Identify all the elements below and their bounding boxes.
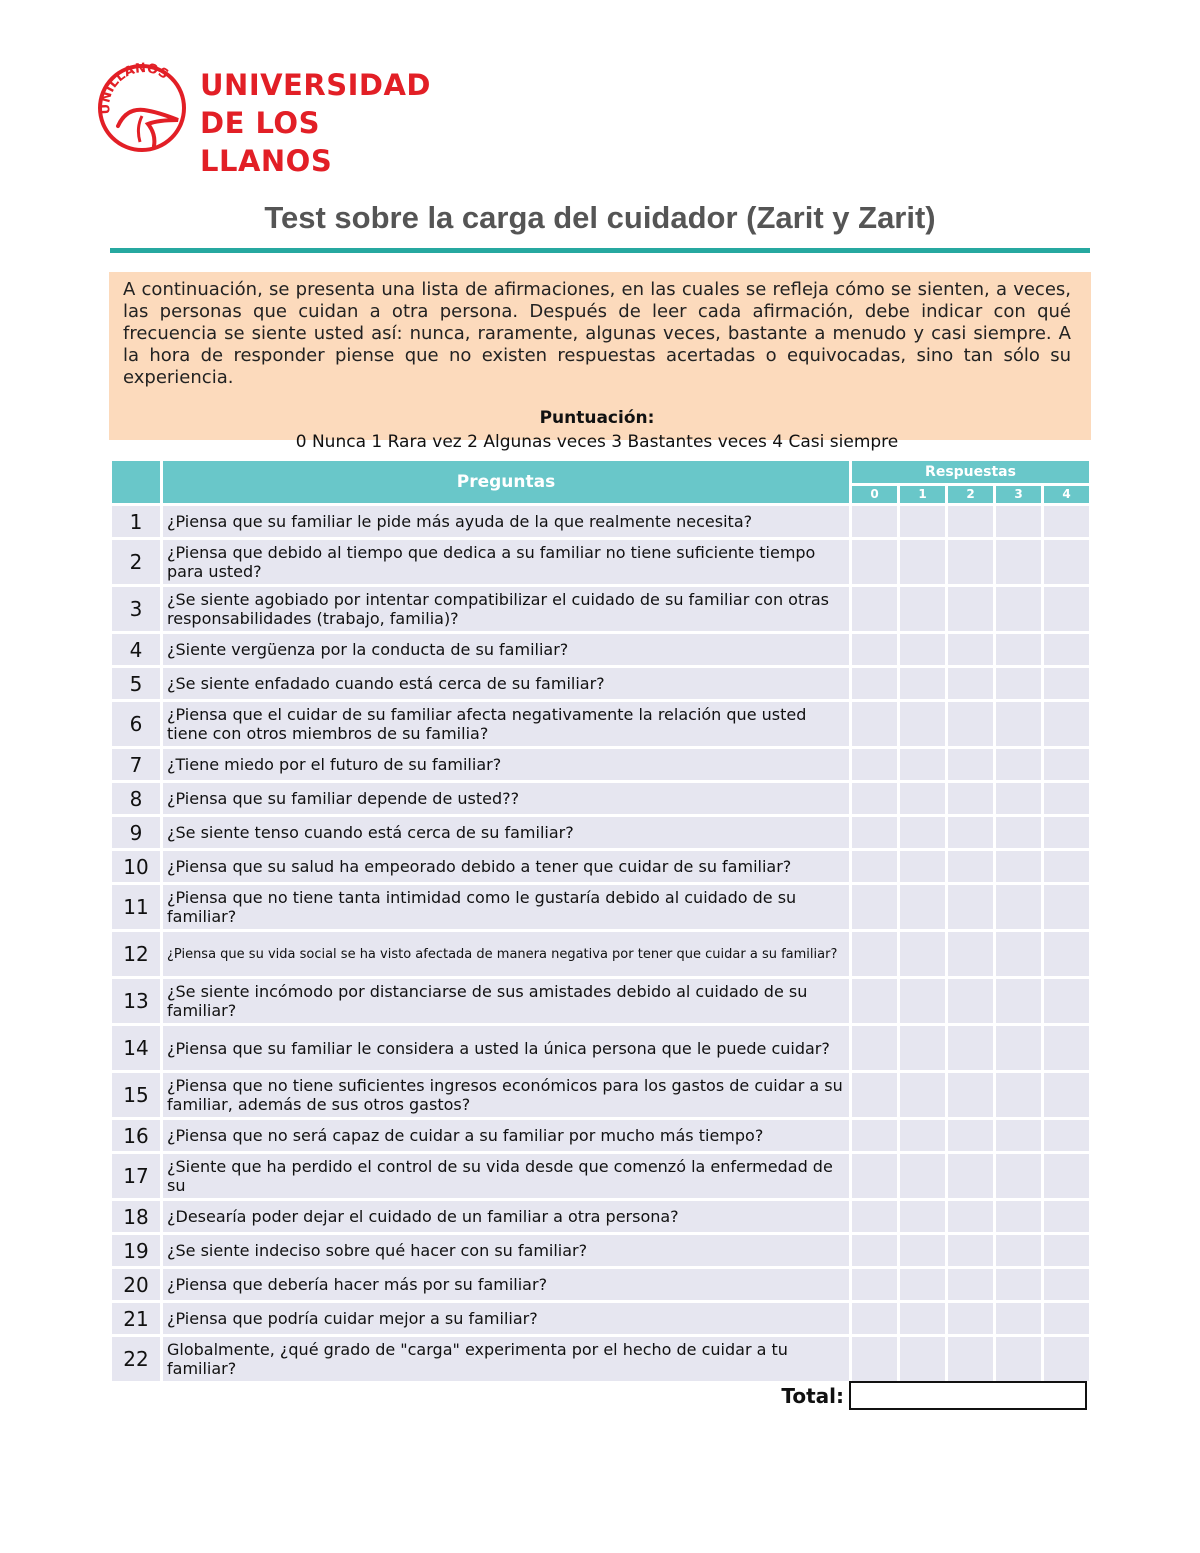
answer-option-header: 4 — [1044, 486, 1089, 503]
answer-cell-2[interactable] — [948, 817, 993, 848]
answer-cell-2[interactable] — [948, 1235, 993, 1266]
question-number: 17 — [112, 1154, 160, 1198]
answer-cell-4[interactable] — [1044, 979, 1089, 1023]
question-number: 15 — [112, 1073, 160, 1117]
question-number: 9 — [112, 817, 160, 848]
question-text: ¿Piensa que su familiar le considera a usted la única persona que le puede cuidar? — [163, 1026, 849, 1070]
answer-cell-4[interactable] — [1044, 1073, 1089, 1117]
question-number: 11 — [112, 885, 160, 929]
question-row — [112, 1154, 1089, 1198]
answer-cell-3[interactable] — [996, 540, 1041, 584]
answer-cell-1[interactable] — [900, 587, 945, 631]
answer-cell-4[interactable] — [1044, 1154, 1089, 1198]
question-row — [112, 540, 1089, 584]
answer-cell-1[interactable] — [900, 506, 945, 537]
question-number: 14 — [112, 1026, 160, 1070]
question-number: 13 — [112, 979, 160, 1023]
answer-option-header: 0 — [852, 486, 897, 503]
page-title: Test sobre la carga del cuidador (Zarit y Zarit) — [264, 200, 936, 235]
answer-cell-0[interactable] — [852, 979, 897, 1023]
question-row — [112, 1235, 1089, 1266]
answer-cell-0[interactable] — [852, 587, 897, 631]
answer-cell-2[interactable] — [948, 1154, 993, 1198]
question-text: ¿Se siente indeciso sobre qué hacer con su familiar? — [163, 1235, 849, 1266]
question-text: ¿Piensa que su vida social se ha visto afectada de manera negativa por tener que cuidar a su familiar? — [163, 932, 849, 976]
answer-cell-1[interactable] — [900, 885, 945, 929]
number-column-header — [112, 461, 160, 503]
answer-cell-1[interactable] — [900, 979, 945, 1023]
question-text: ¿Piensa que su familiar depende de usted?? — [163, 783, 849, 814]
answer-cell-1[interactable] — [900, 783, 945, 814]
answer-cell-3[interactable] — [996, 668, 1041, 699]
question-number: 7 — [112, 749, 160, 780]
question-text: ¿Piensa que no tiene tanta intimidad como le gustaría debido al cuidado de su familiar? — [163, 885, 849, 929]
question-row — [112, 1120, 1089, 1151]
answer-cell-1[interactable] — [900, 634, 945, 665]
answer-cell-4[interactable] — [1044, 1303, 1089, 1334]
question-text: ¿Siente vergüenza por la conducta de su familiar? — [163, 634, 849, 665]
scoring-scale: 0 Nunca 1 Rara vez 2 Algunas veces 3 Bastantes veces 4 Casi siempre — [295, 432, 899, 452]
answer-cell-3[interactable] — [996, 702, 1041, 746]
question-row — [112, 783, 1089, 814]
answer-option-header: 2 — [948, 486, 993, 503]
answer-cell-0[interactable] — [852, 540, 897, 584]
answer-cell-3[interactable] — [996, 1303, 1041, 1334]
questionnaire-table — [109, 458, 1092, 1384]
question-text: ¿Se siente incómodo por distanciarse de sus amistades debido al cuidado de su familiar? — [163, 979, 849, 1023]
answer-cell-2[interactable] — [948, 1026, 993, 1070]
answer-cell-4[interactable] — [1044, 540, 1089, 584]
question-number: 1 — [112, 506, 160, 537]
answer-cell-3[interactable] — [996, 851, 1041, 882]
unillanos-seal-icon — [96, 62, 192, 156]
answer-cell-1[interactable] — [900, 668, 945, 699]
question-number: 18 — [112, 1201, 160, 1232]
question-text: ¿Siente que ha perdido el control de su vida desde que comenzó la enfermedad de su — [163, 1154, 849, 1198]
answer-cell-3[interactable] — [996, 749, 1041, 780]
question-row — [112, 817, 1089, 848]
question-text: ¿Se siente agobiado por intentar compatibilizar el cuidado de su familiar con otras responsabilidades (trabajo, familia)? — [163, 587, 849, 631]
answer-cell-1[interactable] — [900, 749, 945, 780]
answer-cell-2[interactable] — [948, 540, 993, 584]
answer-cell-0[interactable] — [852, 1154, 897, 1198]
answer-cell-0[interactable] — [852, 634, 897, 665]
answer-cell-2[interactable] — [948, 932, 993, 976]
scoring-label: Puntuación: — [539, 408, 655, 428]
question-number: 19 — [112, 1235, 160, 1266]
answer-cell-3[interactable] — [996, 979, 1041, 1023]
answer-cell-1[interactable] — [900, 851, 945, 882]
question-row — [112, 634, 1089, 665]
question-number: 2 — [112, 540, 160, 584]
question-number: 22 — [112, 1337, 160, 1381]
answer-cell-2[interactable] — [948, 634, 993, 665]
answer-cell-0[interactable] — [852, 1337, 897, 1381]
instructions-box — [109, 272, 1091, 452]
question-row — [112, 1337, 1089, 1381]
question-number: 21 — [112, 1303, 160, 1334]
university-logo — [96, 62, 431, 178]
question-row — [112, 1269, 1089, 1300]
question-row — [112, 885, 1089, 929]
answer-cell-3[interactable] — [996, 1120, 1041, 1151]
question-text: Globalmente, ¿qué grado de "carga" experimenta por el hecho de cuidar a tu familiar? — [163, 1337, 849, 1381]
answer-cell-2[interactable] — [948, 783, 993, 814]
answer-cell-3[interactable] — [996, 1337, 1041, 1381]
answer-cell-2[interactable] — [948, 702, 993, 746]
answer-cell-2[interactable] — [948, 1269, 993, 1300]
answer-cell-4[interactable] — [1044, 1201, 1089, 1232]
answer-cell-4[interactable] — [1044, 851, 1089, 882]
answers-column-header: Respuestas — [852, 461, 1089, 483]
answer-cell-2[interactable] — [948, 1337, 993, 1381]
answer-option-header: 3 — [996, 486, 1041, 503]
answer-cell-0[interactable] — [852, 817, 897, 848]
question-row — [112, 749, 1089, 780]
answer-cell-4[interactable] — [1044, 1120, 1089, 1151]
answer-cell-0[interactable] — [852, 1026, 897, 1070]
answer-cell-3[interactable] — [996, 1154, 1041, 1198]
answer-cell-1[interactable] — [900, 1235, 945, 1266]
question-number: 5 — [112, 668, 160, 699]
total-label: Total: — [781, 1384, 844, 1408]
question-number: 20 — [112, 1269, 160, 1300]
answer-cell-3[interactable] — [996, 1073, 1041, 1117]
question-text: ¿Piensa que debería hacer más por su familiar? — [163, 1269, 849, 1300]
question-row — [112, 668, 1089, 699]
answer-cell-0[interactable] — [852, 1303, 897, 1334]
answer-cell-0[interactable] — [852, 702, 897, 746]
answer-cell-3[interactable] — [996, 587, 1041, 631]
answer-cell-4[interactable] — [1044, 506, 1089, 537]
question-text: ¿Piensa que no tiene suficientes ingresos económicos para los gastos de cuidar a su familiar, además de sus otros gastos? — [163, 1073, 849, 1117]
answer-cell-4[interactable] — [1044, 1026, 1089, 1070]
question-number: 10 — [112, 851, 160, 882]
question-text: ¿Piensa que debido al tiempo que dedica a su familiar no tiene suficiente tiempo para usted? — [163, 540, 849, 584]
answer-cell-1[interactable] — [900, 817, 945, 848]
question-number: 12 — [112, 932, 160, 976]
answer-cell-0[interactable] — [852, 1235, 897, 1266]
answer-cell-1[interactable] — [900, 1120, 945, 1151]
answer-cell-2[interactable] — [948, 1073, 993, 1117]
answer-cell-1[interactable] — [900, 702, 945, 746]
answer-cell-0[interactable] — [852, 783, 897, 814]
question-text: ¿Piensa que no será capaz de cuidar a su familiar por mucho más tiempo? — [163, 1120, 849, 1151]
answer-cell-1[interactable] — [900, 1201, 945, 1232]
question-text: ¿Se siente enfadado cuando está cerca de su familiar? — [163, 668, 849, 699]
answer-cell-2[interactable] — [948, 851, 993, 882]
question-row — [112, 506, 1089, 537]
question-text: ¿Piensa que su familiar le pide más ayuda de la que realmente necesita? — [163, 506, 849, 537]
answer-cell-1[interactable] — [900, 540, 945, 584]
answer-cell-0[interactable] — [852, 1201, 897, 1232]
question-row — [112, 932, 1089, 976]
answer-cell-0[interactable] — [852, 1120, 897, 1151]
question-text: ¿Piensa que su salud ha empeorado debido a tener que cuidar de su familiar? — [163, 851, 849, 882]
question-row — [112, 702, 1089, 746]
answer-cell-0[interactable] — [852, 851, 897, 882]
answer-cell-3[interactable] — [996, 1201, 1041, 1232]
question-row — [112, 979, 1089, 1023]
instructions-text: A continuación, se presenta una lista de afirmaciones, en las cuales se refleja cómo se sienten, a veces, las personas que cuidan a otra persona. Después de leer cada afirmación, debe indicar con qué frecuencia se siente usted así: nunca, raramente, algunas veces, bastante a menudo y casi siempre. A la hora de responder piense que no existen respuestas acertadas o equivocadas, sino tan sólo su experiencia. — [123, 279, 1071, 388]
answer-cell-0[interactable] — [852, 668, 897, 699]
answer-option-header: 1 — [900, 486, 945, 503]
question-number: 6 — [112, 702, 160, 746]
answer-cell-4[interactable] — [1044, 1235, 1089, 1266]
question-row — [112, 1026, 1089, 1070]
answer-cell-4[interactable] — [1044, 783, 1089, 814]
question-text: ¿Tiene miedo por el futuro de su familiar? — [163, 749, 849, 780]
answer-cell-0[interactable] — [852, 932, 897, 976]
answer-cell-0[interactable] — [852, 1269, 897, 1300]
question-number: 4 — [112, 634, 160, 665]
question-row — [112, 587, 1089, 631]
answer-cell-4[interactable] — [1044, 702, 1089, 746]
question-text: ¿Se siente tenso cuando está cerca de su familiar? — [163, 817, 849, 848]
questions-column-header: Preguntas — [163, 461, 849, 503]
answer-cell-4[interactable] — [1044, 1337, 1089, 1381]
answer-cell-2[interactable] — [948, 1303, 993, 1334]
answer-cell-3[interactable] — [996, 1235, 1041, 1266]
answer-cell-2[interactable] — [948, 885, 993, 929]
answer-cell-3[interactable] — [996, 783, 1041, 814]
answer-cell-4[interactable] — [1044, 668, 1089, 699]
answer-cell-2[interactable] — [948, 587, 993, 631]
answer-cell-4[interactable] — [1044, 932, 1089, 976]
answer-cell-4[interactable] — [1044, 885, 1089, 929]
logo-line1: UNIVERSIDAD — [200, 68, 431, 102]
answer-cell-3[interactable] — [996, 1269, 1041, 1300]
answer-cell-1[interactable] — [900, 1269, 945, 1300]
answer-cell-4[interactable] — [1044, 1269, 1089, 1300]
question-text: ¿Piensa que el cuidar de su familiar afecta negativamente la relación que usted tiene con otros miembros de su familia? — [163, 702, 849, 746]
question-number: 16 — [112, 1120, 160, 1151]
answer-cell-1[interactable] — [900, 1303, 945, 1334]
question-row — [112, 851, 1089, 882]
answer-cell-3[interactable] — [996, 506, 1041, 537]
answer-cell-2[interactable] — [948, 668, 993, 699]
answer-cell-0[interactable] — [852, 1073, 897, 1117]
answer-cell-0[interactable] — [852, 506, 897, 537]
question-number: 3 — [112, 587, 160, 631]
answer-cell-4[interactable] — [1044, 634, 1089, 665]
answer-cell-3[interactable] — [996, 932, 1041, 976]
total-field[interactable] — [849, 1381, 1087, 1410]
question-text: ¿Desearía poder dejar el cuidado de un familiar a otra persona? — [163, 1201, 849, 1232]
question-number: 8 — [112, 783, 160, 814]
answer-cell-4[interactable] — [1044, 587, 1089, 631]
answer-cell-3[interactable] — [996, 817, 1041, 848]
answer-cell-3[interactable] — [996, 1026, 1041, 1070]
answer-cell-4[interactable] — [1044, 749, 1089, 780]
answer-cell-3[interactable] — [996, 885, 1041, 929]
answer-cell-2[interactable] — [948, 506, 993, 537]
answer-cell-1[interactable] — [900, 1026, 945, 1070]
answer-cell-2[interactable] — [948, 1120, 993, 1151]
answer-cell-0[interactable] — [852, 885, 897, 929]
question-text: ¿Piensa que podría cuidar mejor a su familiar? — [163, 1303, 849, 1334]
answer-cell-3[interactable] — [996, 634, 1041, 665]
logo-line2: DE LOS LLANOS — [200, 106, 333, 178]
answer-cell-1[interactable] — [900, 1337, 945, 1381]
answer-cell-2[interactable] — [948, 1201, 993, 1232]
logo-ring-text: UNILLANOS — [98, 62, 171, 115]
question-row — [112, 1201, 1089, 1232]
question-row — [112, 1303, 1089, 1334]
answer-cell-1[interactable] — [900, 932, 945, 976]
answer-cell-4[interactable] — [1044, 817, 1089, 848]
answer-cell-1[interactable] — [900, 1154, 945, 1198]
title-divider — [110, 248, 1090, 253]
answer-cell-2[interactable] — [948, 749, 993, 780]
answer-cell-1[interactable] — [900, 1073, 945, 1117]
answer-cell-0[interactable] — [852, 749, 897, 780]
answer-cell-2[interactable] — [948, 979, 993, 1023]
question-row — [112, 1073, 1089, 1117]
